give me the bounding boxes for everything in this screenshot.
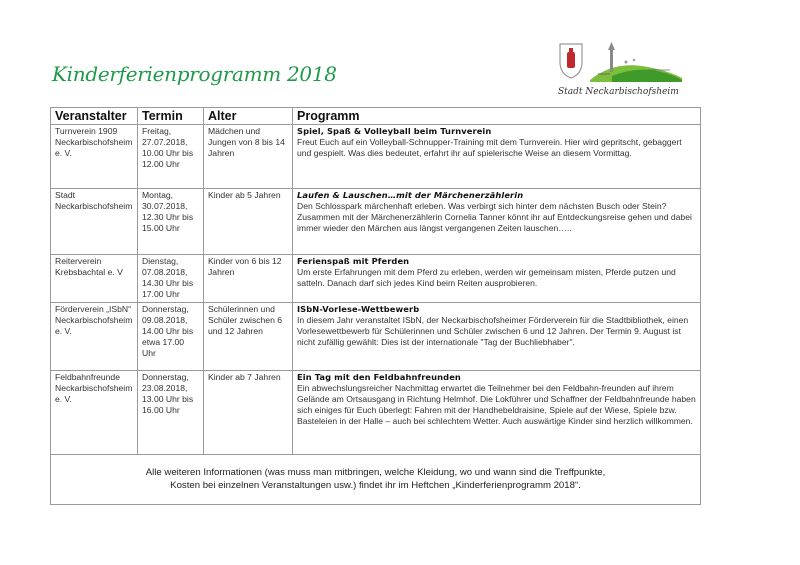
footer-note <box>51 455 701 505</box>
program-description: Freut Euch auf ein Volleyball-Schnupper-Training mit dem Turnverein. Hier wird gepritscht, gebaggert und gespielt. Was dies bedeutet, erfahrt ihr auf spielerische Weise an diesem Vormittag. <box>297 137 682 158</box>
cell-termin: Freitag, 27.07.2018, 10.00 Uhr bis 12.00 Uhr <box>138 125 204 189</box>
program-title: Spiel, Spaß & Volleyball beim Turnverein <box>297 126 492 136</box>
cell-veranstalter: Reiterverein Krebsbachtal e. V <box>51 255 138 303</box>
cell-termin: Donnerstag, 23.08.2018, 13.00 Uhr bis 16.00 Uhr <box>138 371 204 455</box>
program-table <box>50 107 701 505</box>
town-logo <box>552 40 688 104</box>
table-row <box>51 303 701 371</box>
cell-veranstalter: Turnverein 1909 Neckarbischofsheim e. V. <box>51 125 138 189</box>
column-header-veranstalter: Veranstalter <box>51 108 138 125</box>
program-title: ISbN-Vorlese-Wettbewerb <box>297 304 420 314</box>
table-row <box>51 371 701 455</box>
cell-veranstalter: Förderverein „ISbN“ Neckarbischofsheim e. V. <box>51 303 138 371</box>
program-title: Ferienspaß mit Pferden <box>297 256 410 266</box>
cell-alter: Mädchen und Jungen von 8 bis 14 Jahren <box>204 125 293 189</box>
cell-programm <box>293 189 701 255</box>
cell-programm <box>293 255 701 303</box>
cell-termin: Dienstag, 07.08.2018, 14.30 Uhr bis 17.00 Uhr <box>138 255 204 303</box>
logo-text: Stadt Neckarbischofsheim <box>558 87 679 97</box>
table-row <box>51 255 701 303</box>
page-title: Kinderferienprogramm 2018 <box>52 62 337 86</box>
table-row <box>51 125 701 189</box>
cell-programm <box>293 371 701 455</box>
cell-termin: Donnerstag, 09.08.2018, 14.00 Uhr bis etwa 17.00 Uhr <box>138 303 204 371</box>
cell-alter: Kinder ab 5 Jahren <box>204 189 293 255</box>
footer-line-2: Kosten bei einzelnen Veranstaltungen usw.) findet ihr im Heftchen „Kinderferienprogramm 2018“. <box>170 480 581 491</box>
cell-programm <box>293 303 701 371</box>
column-header-alter: Alter <box>204 108 293 125</box>
cell-termin: Montag, 30.07.2018, 12.30 Uhr bis 15.00 Uhr <box>138 189 204 255</box>
cell-alter: Schülerinnen und Schüler zwischen 6 und 12 Jahren <box>204 303 293 371</box>
program-title: Laufen & Lauschen…mit der Märchenerzählerin <box>297 190 524 200</box>
program-description: Um erste Erfahrungen mit dem Pferd zu erleben, werden wir gemeinsam misten, Pferde putzen und satteln. Danach darf sich jedes Kind beim Reiten ausprobieren. <box>297 267 676 288</box>
column-header-programm: Programm <box>293 108 701 125</box>
cell-alter: Kinder von 6 bis 12 Jahren <box>204 255 293 303</box>
table-footer-row <box>51 455 701 505</box>
table-header-row <box>51 108 701 125</box>
town-crest-logo-icon <box>552 40 688 86</box>
column-header-termin: Termin <box>138 108 204 125</box>
table-row <box>51 189 701 255</box>
program-description: In diesem Jahr veranstaltet ISbN, der Neckarbischofsheimer Förderverein für die Stadtbibliothek, einen Vorlesewettbewerb für Schülerinnen und Schüler zwischen 6 und 12 Jahren. Der Termin 9. August ist nicht zufällig gewählt: Dies ist der internationale "Tag der Buchliebhaber". <box>297 315 689 347</box>
program-description: Ein abwechslungsreicher Nachmittag erwartet die Teilnehmer bei den Feldbahn-freunden auf ihrem Gelände am Ortsausgang in Richtung Helmhof. Die Lokführer und Schaffner der Feldbahnfreunde haben sich einiges für Euch überlegt: Fahren mit der Handhebeldraisine, Spiele auf der Wiese, Spiele bzw. Basteleien in der Halle – auch bei schlechtem Wetter. Auch auswärtige Kinder sind herzlich willkommen. <box>297 383 696 426</box>
program-description: Den Schlosspark märchenhaft erleben. Was verbirgt sich hinter dem nächsten Busch oder Stein? Zusammen mit der Märchenerzählerin Cornelia Tanner könnt ihr auf Entdeckungsreise gehen und dabei immer wieder den Märchen aus längst vergangenen Zeiten lauschen….. <box>297 201 692 233</box>
cell-programm <box>293 125 701 189</box>
cell-veranstalter: Stadt Neckarbischofsheim <box>51 189 138 255</box>
cell-alter: Kinder ab 7 Jahren <box>204 371 293 455</box>
program-title: Ein Tag mit den Feldbahnfreunden <box>297 372 461 382</box>
footer-line-1: Alle weiteren Informationen (was muss man mitbringen, welche Kleidung, wo und wann sind die Treffpunkte, <box>145 467 606 478</box>
cell-veranstalter: Feldbahnfreunde Neckarbischofsheim e. V. <box>51 371 138 455</box>
